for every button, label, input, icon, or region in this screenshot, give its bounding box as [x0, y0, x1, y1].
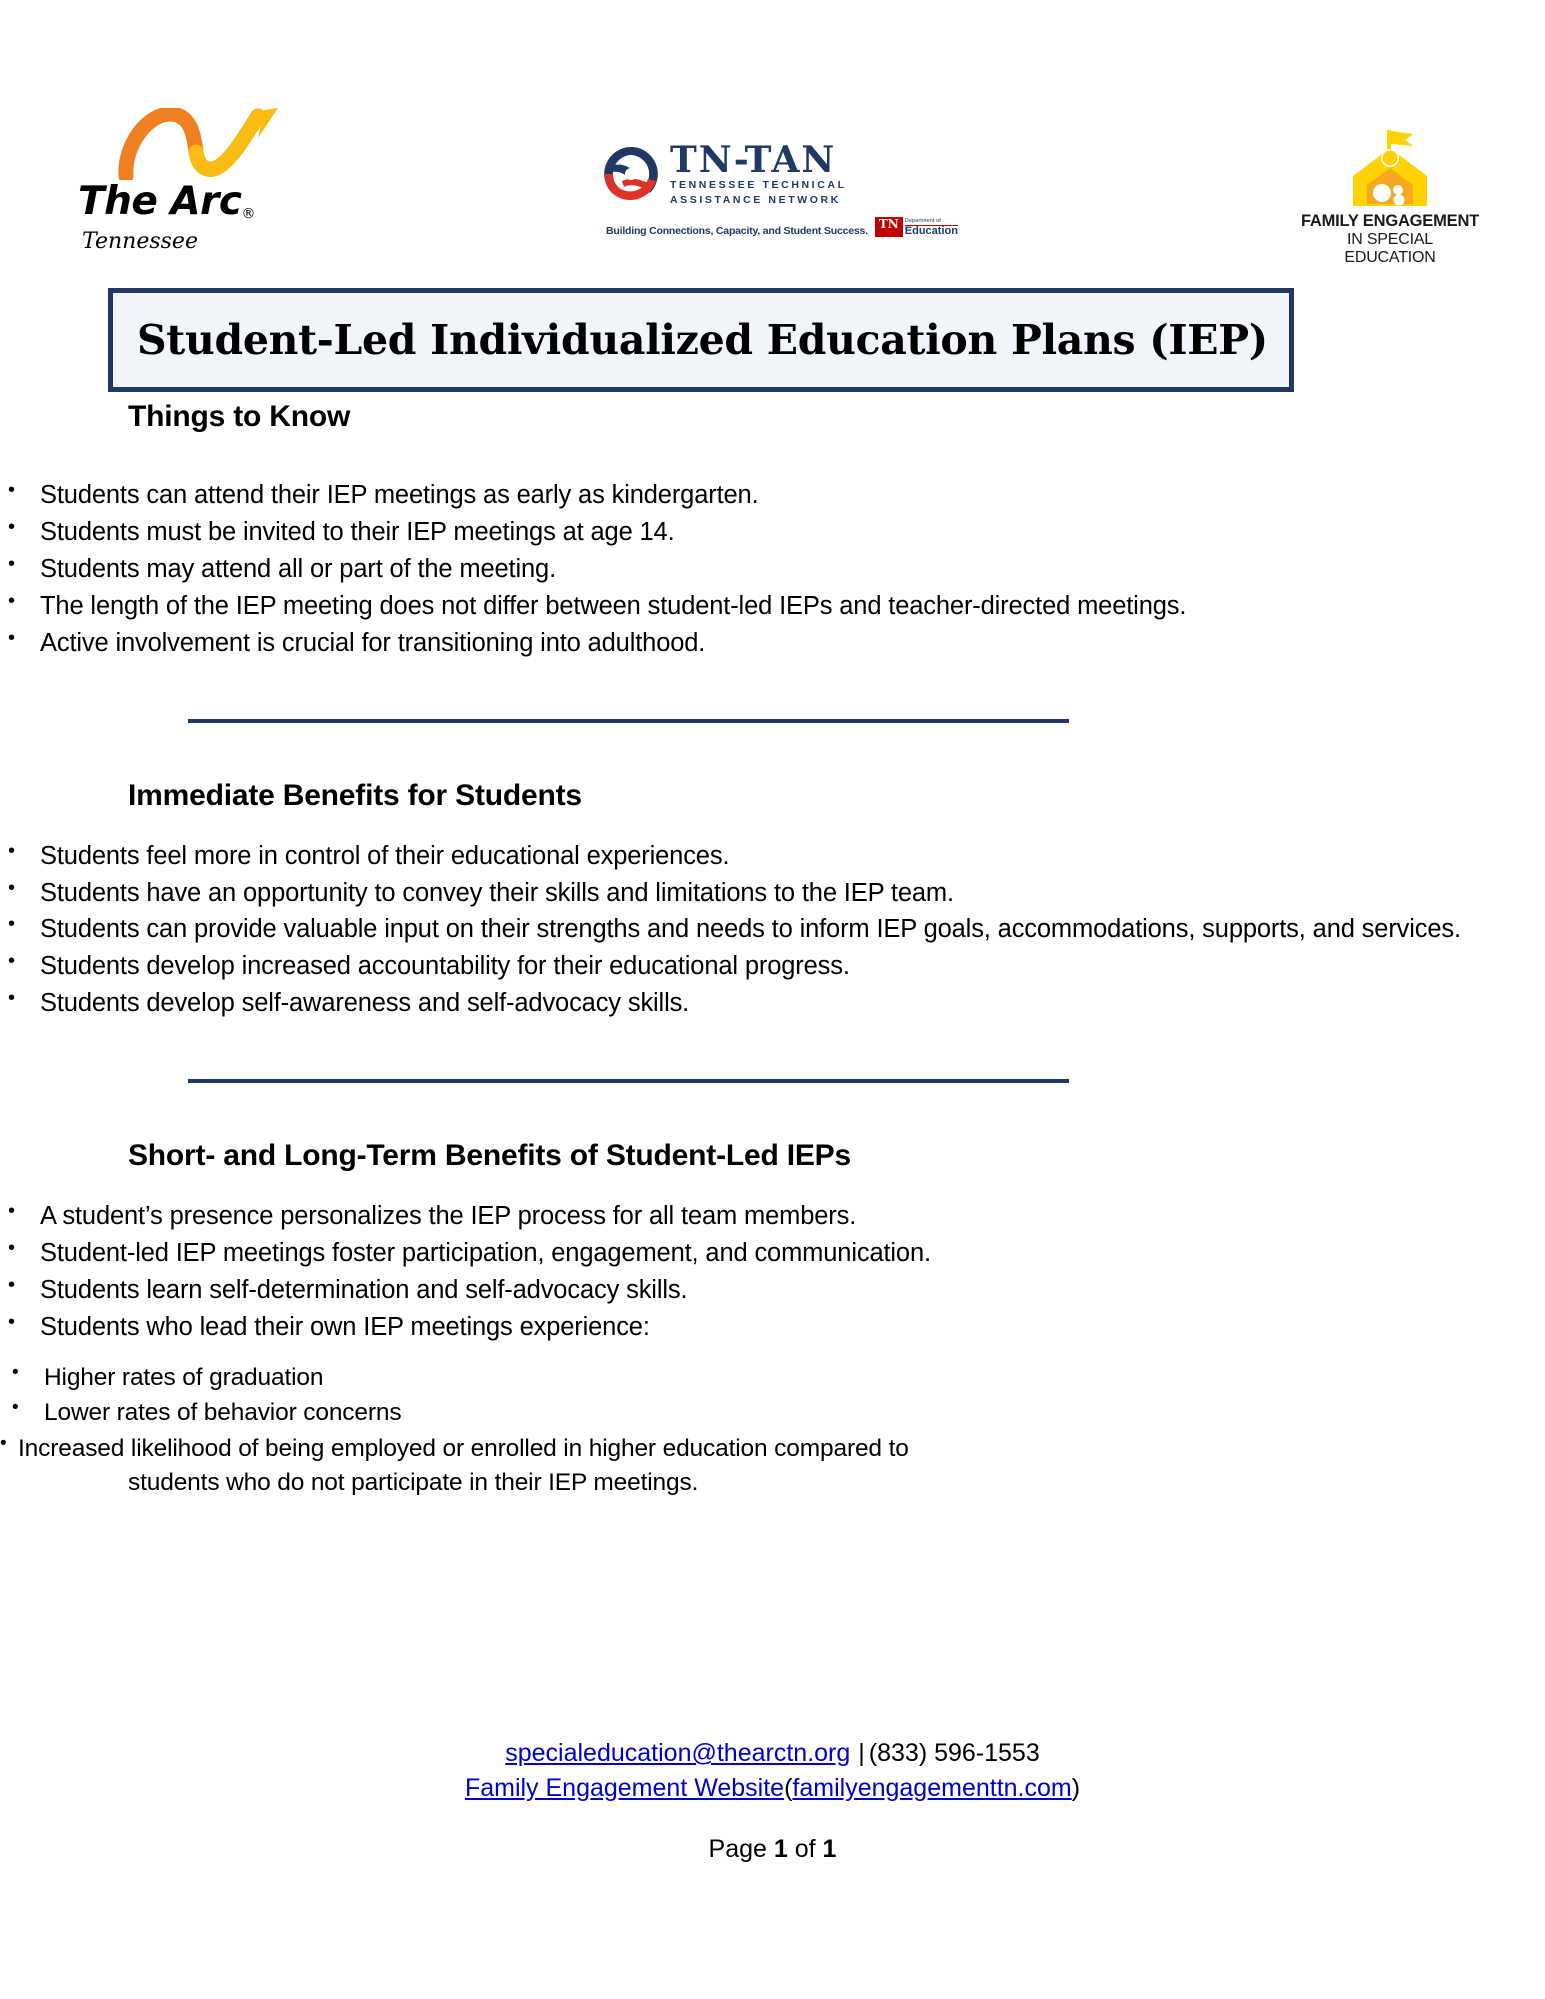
- hands-circle-icon: [600, 143, 662, 205]
- list-item: • Students can attend their IEP meetings as early as kindergarten.: [0, 478, 1545, 513]
- list-item: • Higher rates of graduation: [0, 1361, 1545, 1395]
- logo-row: [0, 0, 1545, 280]
- tn-tan-logo: [600, 139, 958, 260]
- the-arc-tennessee-logo: [78, 108, 308, 268]
- registered-trademark-icon: ®: [241, 206, 255, 222]
- section-heading-things-to-know: Things to Know: [128, 400, 351, 433]
- list-item-continuation: students who do not participate in their IEP meetings.: [128, 1468, 699, 1496]
- email-link[interactable]: specialeducation@thearctn.org: [505, 1739, 851, 1767]
- section-heading-short-long-term-benefits: Short- and Long-Term Benefits of Student-Led IEPs: [128, 1139, 851, 1173]
- list-item: • Students feel more in control of their educational experiences.: [0, 839, 1545, 874]
- schoolhouse-icon: [1300, 128, 1480, 210]
- list-item: • Active involvement is crucial for transitioning into adulthood.: [0, 626, 1545, 661]
- document-title-banner: [108, 288, 1294, 392]
- main-content: [0, 400, 1545, 1501]
- page-current: 1: [773, 1835, 788, 1863]
- list-item: • Students learn self-determination and self-advocacy skills.: [0, 1273, 1545, 1308]
- website-url-link[interactable]: familyengagementtn.com: [792, 1773, 1072, 1802]
- tn-department-small-text: Department of: [904, 218, 941, 225]
- tn-tan-bottom-row: [606, 217, 958, 237]
- arc-swoosh-icon: [118, 108, 298, 180]
- arc-wordmark: [78, 179, 308, 224]
- list-item: • A student’s presence personalizes the IEP process for all team members.: [0, 1199, 1545, 1234]
- open-paren: (: [784, 1773, 793, 1802]
- arc-state-label: Tennessee: [82, 229, 198, 254]
- short-long-term-benefits-list: [0, 1199, 1545, 1345]
- page-prefix: Page: [708, 1835, 767, 1863]
- list-item: • Students have an opportunity to convey their skills and limitations to the IEP team.: [0, 876, 1545, 911]
- tn-tan-title: TN-TAN: [670, 139, 837, 181]
- list-item: • Students who lead their own IEP meetings experience:: [0, 1310, 1545, 1345]
- student-outcomes-sub-list: [0, 1361, 1545, 1499]
- section-heading-immediate-benefits: Immediate Benefits for Students: [128, 778, 582, 812]
- tn-tan-subtitle-line1: TENNESSEE TECHNICAL: [670, 179, 847, 191]
- page-number: [0, 1835, 1545, 1864]
- document-footer: [0, 1736, 1545, 1864]
- footer-website-line: [0, 1771, 1545, 1806]
- family-engagement-logo: [1300, 128, 1480, 267]
- list-item: [0, 1432, 1545, 1499]
- list-item-text: Increased likelihood of being employed or enrolled in higher education compared to: [18, 1435, 909, 1463]
- tn-department-of-education-logo: [875, 217, 958, 237]
- footer-separator: |: [858, 1739, 865, 1767]
- things-to-know-list: [0, 478, 1545, 661]
- tn-abbrev-badge: TN: [875, 217, 903, 237]
- family-engagement-subtitle: IN SPECIAL EDUCATION: [1344, 231, 1436, 267]
- tn-tan-wordmark: [670, 140, 847, 208]
- family-engagement-title: FAMILY ENGAGEMENT: [1300, 212, 1480, 230]
- list-item: • The length of the IEP meeting does not differ between student-led IEPs and teacher-directed meetings.: [0, 589, 1545, 624]
- tn-tan-top-row: [600, 140, 900, 208]
- page-middle: of: [794, 1835, 816, 1863]
- page-title: Student-Led Individualized Education Plans (IEP): [137, 316, 1268, 364]
- list-item: • Students develop increased accountability for their educational progress.: [0, 949, 1545, 984]
- arc-name: The Arc: [78, 179, 242, 224]
- list-item: • Student-led IEP meetings foster participation, engagement, and communication.: [0, 1236, 1545, 1271]
- tn-department-name: Education: [904, 224, 958, 237]
- tn-tan-tagline: Building Connections, Capacity, and Student Success.: [606, 224, 868, 237]
- tn-tan-subtitle-line2: ASSISTANCE NETWORK: [670, 194, 841, 207]
- family-engagement-website-link[interactable]: Family Engagement Website: [464, 1773, 785, 1802]
- list-item: • Students may attend all or part of the meeting.: [0, 552, 1545, 587]
- list-item: • Students develop self-awareness and self-advocacy skills.: [0, 986, 1545, 1021]
- close-paren: ): [1071, 1773, 1081, 1802]
- immediate-benefits-list: [0, 839, 1545, 1022]
- tn-department-text: [905, 217, 958, 237]
- list-item: • Lower rates of behavior concerns: [0, 1396, 1545, 1430]
- list-item: • Students can provide valuable input on their strengths and needs to inform IEP goals, accommodations, supports, and services.: [0, 912, 1545, 947]
- list-item: • Students must be invited to their IEP meetings at age 14.: [0, 515, 1545, 550]
- footer-contact-line: [0, 1736, 1545, 1771]
- phone-number: (833) 596-1553: [868, 1739, 1040, 1767]
- page-total: 1: [822, 1835, 837, 1863]
